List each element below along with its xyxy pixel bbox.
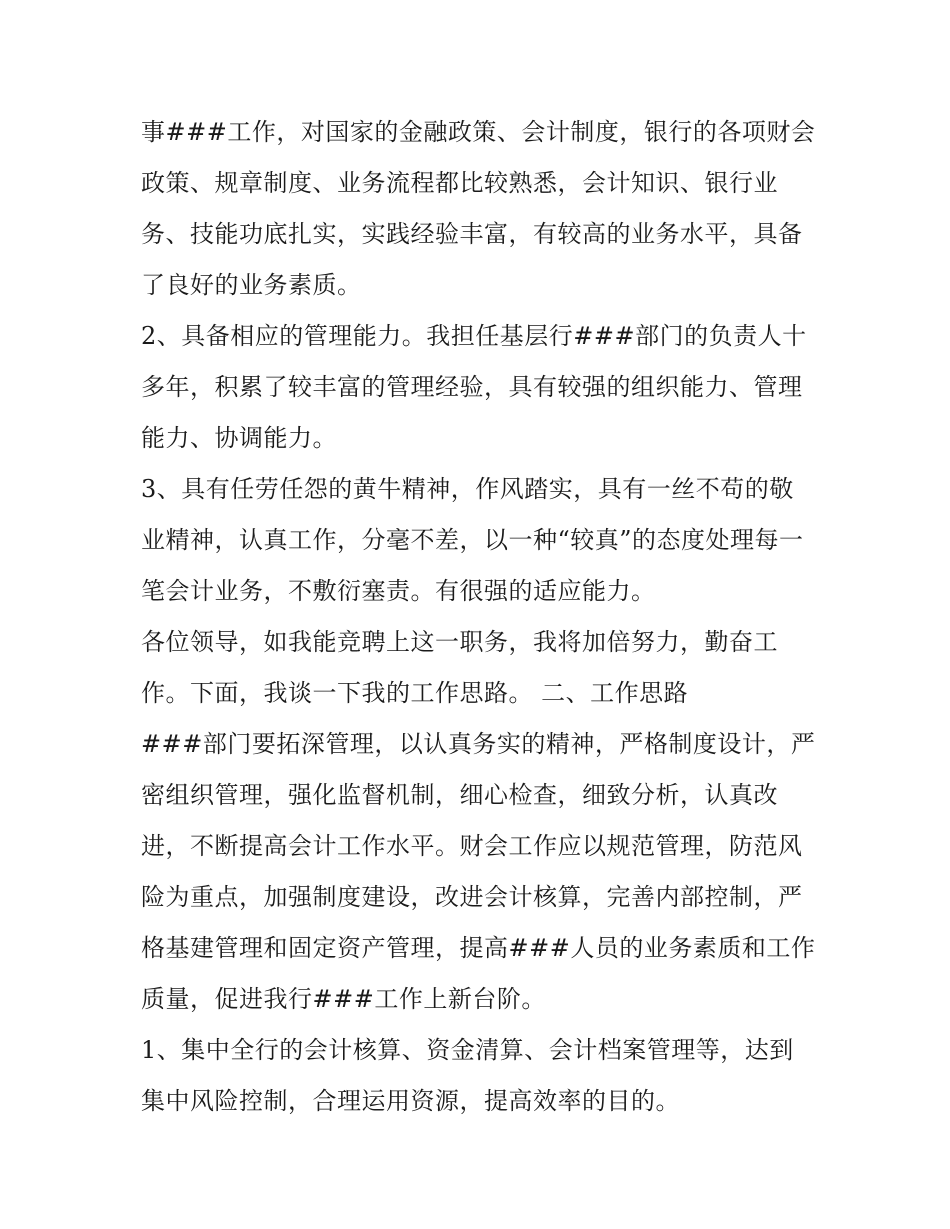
- text-line: 多年，积累了较丰富的管理经验，具有较强的组织能力、管理: [141, 373, 803, 401]
- text-line: 笔会计业务，不敷衍塞责。有很强的适应能力。: [141, 577, 656, 605]
- text-line: 质量，促进我行###工作上新台阶。: [141, 985, 546, 1013]
- document-body: [141, 107, 831, 1127]
- text-line: 集中风险控制，合理运用资源，提高效率的目的。: [141, 1087, 680, 1115]
- text-line: 事###工作，对国家的金融政策、会计制度，银行的各项财会: [141, 118, 816, 146]
- text-line: 作。下面，我谈一下我的工作思路。 二、工作思路: [141, 679, 689, 707]
- text-line: 了良好的业务素质。: [141, 271, 362, 299]
- text-line: 进，不断提高会计工作水平。财会工作应以规范管理，防范风: [141, 832, 803, 860]
- text-line: 3、具有任劳任怨的黄牛精神，作风踏实，具有一丝不苟的敬: [141, 475, 794, 503]
- text-line: 格基建管理和固定资产管理，提高###人员的业务素质和工作: [141, 934, 816, 962]
- text-line: 密组织管理，强化监督机制，细心检查，细致分析，认真改: [141, 781, 778, 809]
- text-line: 各位领导，如我能竞聘上这一职务，我将加倍努力，勤奋工: [141, 628, 778, 656]
- text-line: 业精神，认真工作，分毫不差，以一种“较真”的态度处理每一: [141, 526, 804, 554]
- text-line: 能力、协调能力。: [141, 424, 337, 452]
- text-line: 务、技能功底扎实，实践经验丰富，有较高的业务水平，具备: [141, 220, 803, 248]
- text-line: ###部门要拓深管理，以认真务实的精神，严格制度设计，严: [141, 730, 816, 758]
- text-line: 2、具备相应的管理能力。我担任基层行###部门的负责人十: [141, 322, 807, 350]
- text-line: 1、集中全行的会计核算、资金清算、会计档案管理等，达到: [141, 1036, 794, 1064]
- text-line: 险为重点，加强制度建设，改进会计核算，完善内部控制，严: [141, 883, 803, 911]
- text-line: 政策、规章制度、业务流程都比较熟悉，会计知识、银行业: [141, 169, 778, 197]
